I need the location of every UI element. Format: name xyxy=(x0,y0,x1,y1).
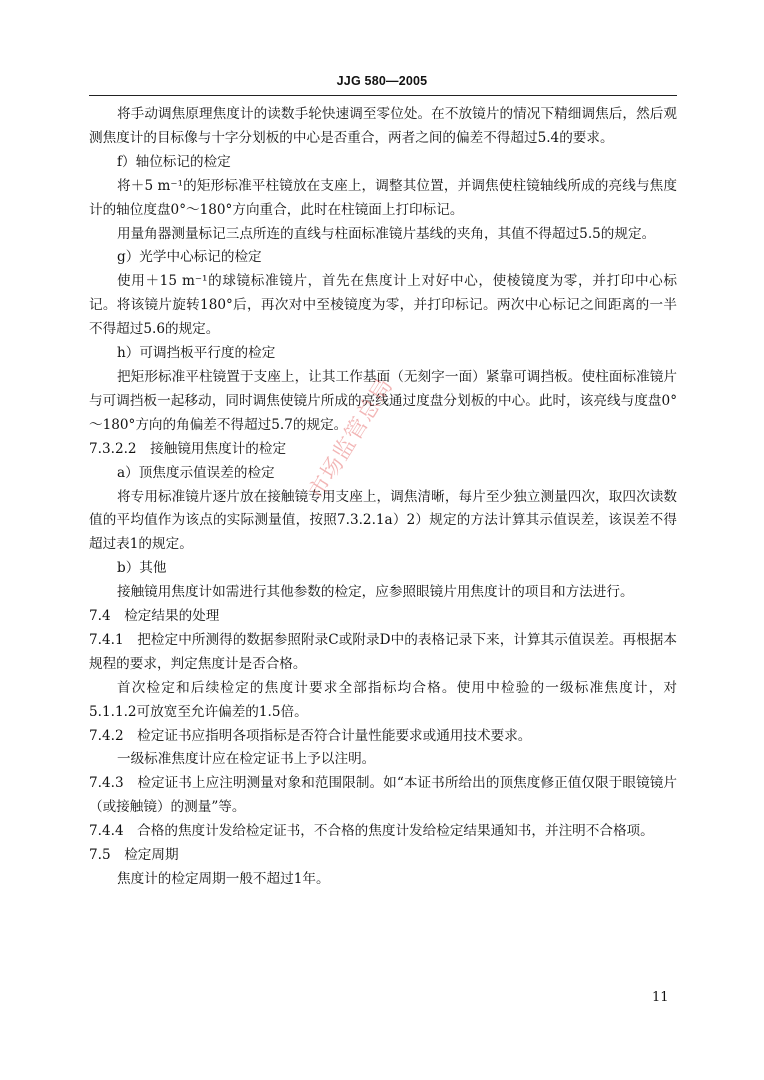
paragraph: 一级标准焦度计应在检定证书上予以注明。 xyxy=(117,751,376,768)
document-body xyxy=(89,103,677,892)
clause: 7.4.4 合格的焦度计发给检定证书，不合格的焦度计发给检定结果通知书，并注明不合格项。 xyxy=(89,823,654,840)
paragraph: 用量角器测量标记三点所连的直线与柱面标准镜片基线的夹角，其值不得超过5.5的规定。 xyxy=(117,225,656,242)
paragraph: 将手动调焦原理焦度计的读数手轮快速调至零位处。在不放镜片的情况下精细调焦后，然后观测焦度计的目标像与十字分划板的中心是否重合，两者之间的偏差不得超过5.4的要求。 xyxy=(89,106,677,146)
paragraph: 接触镜用焦度计如需进行其他参数的检定，应参照眼镜片用焦度计的项目和方法进行。 xyxy=(117,584,634,601)
page-number: 11 xyxy=(652,990,669,1005)
item-heading: h）可调挡板平行度的检定 xyxy=(117,345,276,362)
paragraph: 首次检定和后续检定的焦度计要求全部指标均合格。使用中检验的一级标准焦度计，对5.1.1.2可放宽至允许偏差的1.5倍。 xyxy=(89,679,677,720)
header-rule xyxy=(89,95,677,96)
item-heading: a）顶焦度示值误差的检定 xyxy=(117,464,275,481)
clause: 7.4.3 检定证书上应注明测量对象和范围限制。如“本证书所给出的顶焦度修正值仅限于眼镜镜片（或接触镜）的测量”等。 xyxy=(89,775,677,816)
section-heading: 7.3.2.2 接触镜用焦度计的检定 xyxy=(89,440,287,457)
watermark-stamp: 市场监管总局 xyxy=(304,373,399,504)
paragraph: 将＋5 m⁻¹的矩形标准平柱镜放在支座上，调整其位置，并调焦使柱镜轴线所成的亮线与焦度计的轴位度盘0°～180°方向重合，此时在柱镜面上打印标记。 xyxy=(89,177,677,218)
paragraph: 把矩形标准平柱镜置于支座上，让其工作基面（无刻字一面）紧靠可调挡板。使柱面标准镜片与可调挡板一起移动，同时调焦使镜片所成的亮线通过度盘分划板的中心。此时，该亮线与度盘0°～180°方向的角偏差不得超过5.7的规定。 xyxy=(89,368,677,433)
section-heading: 7.4 检定结果的处理 xyxy=(89,608,220,625)
item-heading: g）光学中心标记的检定 xyxy=(117,249,262,266)
paragraph: 使用＋15 m⁻¹的球镜标准镜片，首先在焦度计上对好中心，使棱镜度为零，并打印中心标记。将该镜片旋转180°后，再次对中至棱镜度为零，并打印标记。两次中心标记之间距离的一半不得超过5.6的规定。 xyxy=(89,273,677,338)
paragraph: 焦度计的检定周期一般不超过1年。 xyxy=(117,871,330,887)
document-header: JJG 580—2005 xyxy=(336,74,428,88)
section-heading: 7.5 检定周期 xyxy=(89,847,179,864)
clause: 7.4.2 检定证书应指明各项指标是否符合计量性能要求或通用技术要求。 xyxy=(89,727,532,744)
item-heading: b）其他 xyxy=(117,560,167,577)
clause: 7.4.1 把检定中所测得的数据参照附录C或附录D中的表格记录下来，计算其示值误差。再根据本规程的要求，判定焦度计是否合格。 xyxy=(89,631,677,672)
item-heading: f）轴位标记的检定 xyxy=(117,153,231,170)
paragraph: 将专用标准镜片逐片放在接触镜专用支座上，调焦清晰，每片至少独立测量四次，取四次读数值的平均值作为该点的实际测量值，按照7.3.2.1a）2）规定的方法计算其示值误差，该误差不得超过表1的规定。 xyxy=(89,488,677,553)
